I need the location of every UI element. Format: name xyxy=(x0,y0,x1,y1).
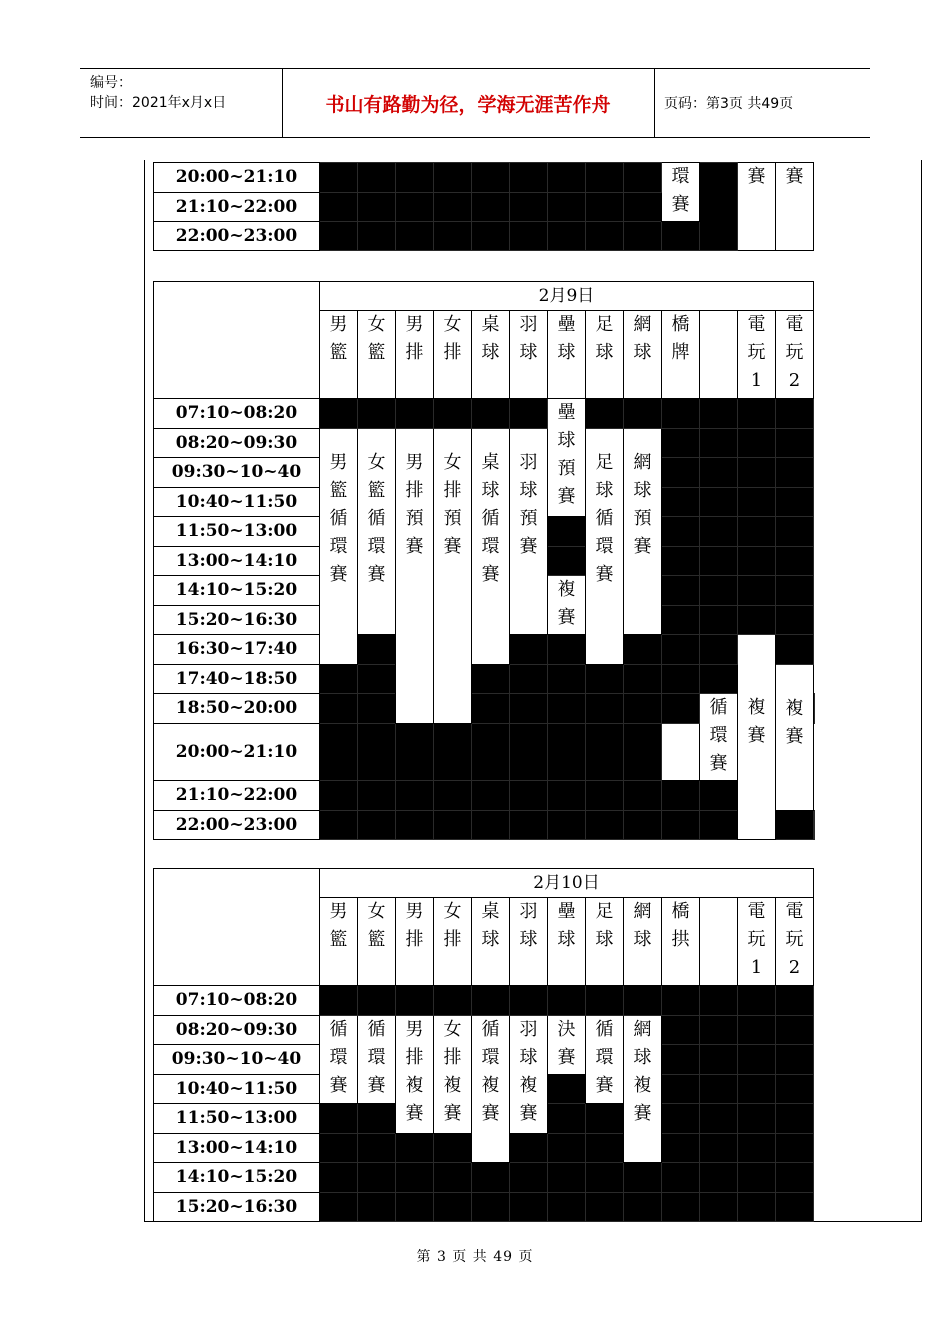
blocked-cell xyxy=(700,986,738,1016)
blocked-cell xyxy=(700,429,738,458)
event-cell: 羽 球 預 賽 xyxy=(510,429,548,635)
blocked-cell xyxy=(700,1193,738,1222)
blocked-cell xyxy=(434,1163,472,1193)
blocked-cell xyxy=(510,193,548,222)
blocked-cell xyxy=(662,1163,700,1193)
blocked-cell xyxy=(738,547,776,576)
sport-header: 橋 牌 xyxy=(662,311,700,399)
blocked-cell xyxy=(700,488,738,517)
blocked-cell xyxy=(586,163,624,193)
blocked-cell xyxy=(510,724,548,781)
blocked-cell xyxy=(738,1016,776,1045)
blocked-cell xyxy=(358,1134,396,1163)
blocked-cell xyxy=(548,811,586,840)
blocked-cell xyxy=(586,399,624,429)
date-header: 2月9日 xyxy=(320,282,814,311)
header-motto: 书山有路勤为径，学海无涯苦作舟 xyxy=(325,93,611,116)
blocked-cell xyxy=(738,1075,776,1104)
blocked-cell xyxy=(662,222,700,251)
blocked-cell xyxy=(510,1134,548,1163)
event-cell: 循 環 賽 xyxy=(358,1016,396,1104)
blocked-cell xyxy=(320,665,358,694)
blocked-cell xyxy=(548,1075,586,1104)
time-slot: 14:10~15:20 xyxy=(154,576,320,606)
blocked-cell xyxy=(700,1163,738,1193)
blocked-cell xyxy=(320,1104,358,1134)
blocked-cell xyxy=(738,458,776,488)
blocked-cell xyxy=(320,724,358,781)
sport-header: 網 球 xyxy=(624,898,662,986)
blocked-cell xyxy=(396,724,434,781)
blocked-cell xyxy=(662,1104,700,1134)
sport-header: 網 球 xyxy=(624,311,662,399)
event-cell: 複 賽 xyxy=(776,665,814,811)
blocked-cell xyxy=(776,1104,814,1134)
blocked-cell xyxy=(320,986,358,1016)
time-slot: 08:20~09:30 xyxy=(154,429,320,458)
blocked-cell xyxy=(776,488,814,517)
blocked-cell xyxy=(738,488,776,517)
blocked-cell xyxy=(434,781,472,811)
blocked-cell xyxy=(776,811,814,840)
blocked-cell xyxy=(738,576,776,606)
sport-header: 壘 球 xyxy=(548,311,586,399)
time-slot: 22:00~23:00 xyxy=(154,222,320,251)
blocked-cell xyxy=(320,694,358,724)
time-slot: 10:40~11:50 xyxy=(154,488,320,517)
blocked-cell xyxy=(700,1075,738,1104)
blocked-cell xyxy=(320,399,358,429)
blocked-cell xyxy=(700,547,738,576)
time-slot: 09:30~10~40 xyxy=(154,1045,320,1075)
blocked-cell xyxy=(662,576,700,606)
blocked-cell xyxy=(586,986,624,1016)
blocked-cell xyxy=(662,1075,700,1104)
blocked-cell xyxy=(472,193,510,222)
blocked-cell xyxy=(776,1045,814,1075)
blocked-cell xyxy=(548,1104,586,1134)
blocked-cell xyxy=(586,724,624,781)
blocked-cell xyxy=(624,163,662,193)
blocked-cell xyxy=(396,163,434,193)
blocked-cell xyxy=(662,429,700,458)
blocked-cell xyxy=(662,811,700,840)
blocked-cell xyxy=(624,635,662,665)
sport-header xyxy=(700,311,738,399)
blocked-cell xyxy=(662,986,700,1016)
blocked-cell xyxy=(510,986,548,1016)
blocked-cell xyxy=(548,781,586,811)
event-cell: 複 賽 xyxy=(548,576,586,635)
header-page-number: 页码：第3页 共49页 xyxy=(664,96,794,112)
corner-cell xyxy=(154,869,320,986)
blocked-cell xyxy=(548,1134,586,1163)
blocked-cell xyxy=(586,665,624,694)
blocked-cell xyxy=(548,1163,586,1193)
schedule-table-continued xyxy=(153,162,814,251)
blocked-cell xyxy=(510,1193,548,1222)
time-slot: 10:40~11:50 xyxy=(154,1075,320,1104)
blocked-cell xyxy=(624,694,662,724)
sport-header: 女 籃 xyxy=(358,311,396,399)
event-cell: 男 籃 循 環 賽 xyxy=(320,429,358,665)
blocked-cell xyxy=(814,694,815,724)
event-cell: 壘 球 預 賽 xyxy=(548,399,586,517)
blocked-cell xyxy=(472,811,510,840)
blocked-cell xyxy=(738,429,776,458)
blocked-cell xyxy=(776,1134,814,1163)
blocked-cell xyxy=(358,1163,396,1193)
blocked-cell xyxy=(662,1134,700,1163)
blocked-cell xyxy=(662,1016,700,1045)
blocked-cell xyxy=(586,781,624,811)
event-cell: 循 環 賽 xyxy=(700,694,738,781)
blocked-cell xyxy=(738,986,776,1016)
doc-number: 编号： xyxy=(90,75,132,91)
blocked-cell xyxy=(472,399,510,429)
blocked-cell xyxy=(320,222,358,251)
blocked-cell xyxy=(472,781,510,811)
blocked-cell xyxy=(586,1163,624,1193)
blocked-cell xyxy=(700,1104,738,1134)
time-slot: 18:50~20:00 xyxy=(154,694,320,724)
blocked-cell xyxy=(738,1193,776,1222)
event-cell: 女 排 預 賽 xyxy=(434,429,472,724)
blocked-cell xyxy=(548,986,586,1016)
blocked-cell xyxy=(434,724,472,781)
blocked-cell xyxy=(396,1193,434,1222)
blocked-cell xyxy=(662,399,700,429)
blocked-cell xyxy=(548,163,586,193)
time-slot: 17:40~18:50 xyxy=(154,665,320,694)
sport-header: 桌 球 xyxy=(472,898,510,986)
blocked-cell xyxy=(472,222,510,251)
blocked-cell xyxy=(776,517,814,547)
blocked-cell xyxy=(396,811,434,840)
time-slot: 08:20~09:30 xyxy=(154,1016,320,1045)
blocked-cell xyxy=(510,635,548,665)
event-cell: 網 球 複 賽 xyxy=(624,1016,662,1163)
event-cell: 桌 球 循 環 賽 xyxy=(472,429,510,665)
event-cell: 複 賽 xyxy=(738,635,776,840)
blocked-cell xyxy=(700,635,738,665)
blocked-cell xyxy=(624,665,662,694)
time-slot: 20:00~21:10 xyxy=(154,163,320,193)
blocked-cell xyxy=(586,193,624,222)
time-slot: 11:50~13:00 xyxy=(154,517,320,547)
blocked-cell xyxy=(472,665,510,694)
blocked-cell xyxy=(434,399,472,429)
blocked-cell xyxy=(738,1104,776,1134)
event-cell: 決 賽 xyxy=(548,1016,586,1075)
blocked-cell xyxy=(700,517,738,547)
blocked-cell xyxy=(624,193,662,222)
blocked-cell xyxy=(700,163,738,251)
blocked-cell xyxy=(548,724,586,781)
blocked-cell xyxy=(776,1193,814,1222)
blocked-cell xyxy=(662,665,700,694)
blocked-cell xyxy=(396,222,434,251)
blocked-cell xyxy=(700,458,738,488)
blocked-cell xyxy=(320,163,358,193)
blocked-cell xyxy=(358,635,396,665)
blocked-cell xyxy=(776,547,814,576)
event-cell: 足 球 循 環 賽 xyxy=(586,429,624,665)
blocked-cell xyxy=(624,222,662,251)
blocked-cell xyxy=(396,1163,434,1193)
event-cell: 羽 球 複 賽 xyxy=(510,1016,548,1134)
time-slot: 22:00~23:00 xyxy=(154,811,320,840)
blocked-cell xyxy=(358,222,396,251)
blocked-cell xyxy=(320,811,358,840)
time-slot: 15:20~16:30 xyxy=(154,606,320,635)
blocked-cell xyxy=(434,1134,472,1163)
blocked-cell xyxy=(738,1134,776,1163)
sport-header: 女 排 xyxy=(434,898,472,986)
blocked-cell xyxy=(358,781,396,811)
blocked-cell xyxy=(662,547,700,576)
blocked-cell xyxy=(814,811,815,840)
time-slot: 09:30~10~40 xyxy=(154,458,320,488)
blocked-cell xyxy=(700,606,738,635)
blocked-cell xyxy=(776,429,814,458)
blocked-cell xyxy=(396,193,434,222)
blocked-cell xyxy=(624,1163,662,1193)
sport-header: 羽 球 xyxy=(510,898,548,986)
sport-header: 女 排 xyxy=(434,311,472,399)
blocked-cell xyxy=(662,781,700,811)
blocked-cell xyxy=(586,811,624,840)
blocked-cell xyxy=(624,781,662,811)
blocked-cell xyxy=(776,1016,814,1045)
blocked-cell xyxy=(358,665,396,694)
page-header xyxy=(80,68,870,138)
blocked-cell xyxy=(358,694,396,724)
event-cell: 女 排 複 賽 xyxy=(434,1016,472,1134)
blocked-cell xyxy=(586,1193,624,1222)
event-cell: 男 排 預 賽 xyxy=(396,429,434,724)
blocked-cell xyxy=(548,665,586,694)
blocked-cell xyxy=(700,576,738,606)
blocked-cell xyxy=(358,986,396,1016)
blocked-cell xyxy=(662,694,700,724)
sport-header: 橋 拱 xyxy=(662,898,700,986)
blocked-cell xyxy=(738,1163,776,1193)
blocked-cell xyxy=(434,193,472,222)
header-meta xyxy=(90,73,280,113)
blocked-cell xyxy=(472,986,510,1016)
blocked-cell xyxy=(358,193,396,222)
doc-time: 时间：2021年x月x日 xyxy=(90,95,227,111)
sport-header: 電 玩 1 xyxy=(738,311,776,399)
blocked-cell xyxy=(700,1045,738,1075)
blocked-cell xyxy=(662,1193,700,1222)
schedule-table-feb10 xyxy=(153,868,814,1222)
event-cell: 環 賽 xyxy=(662,163,700,222)
time-slot: 21:10~22:00 xyxy=(154,781,320,811)
blocked-cell xyxy=(700,665,738,694)
blocked-cell xyxy=(624,1193,662,1222)
sport-header: 男 排 xyxy=(396,311,434,399)
blocked-cell xyxy=(434,986,472,1016)
blocked-cell xyxy=(586,222,624,251)
sport-header: 電 玩 1 xyxy=(738,898,776,986)
blocked-cell xyxy=(586,1104,624,1134)
blocked-cell xyxy=(320,1163,358,1193)
blocked-cell xyxy=(662,635,700,665)
sport-header xyxy=(700,898,738,986)
blocked-cell xyxy=(776,606,814,635)
time-slot: 13:00~14:10 xyxy=(154,1134,320,1163)
blocked-cell xyxy=(700,811,738,840)
blocked-cell xyxy=(358,811,396,840)
blocked-cell xyxy=(548,1193,586,1222)
time-slot: 16:30~17:40 xyxy=(154,635,320,665)
blocked-cell xyxy=(700,1134,738,1163)
sport-header: 壘 球 xyxy=(548,898,586,986)
event-cell: 循 環 複 賽 xyxy=(472,1016,510,1163)
blocked-cell xyxy=(358,399,396,429)
blocked-cell xyxy=(472,1193,510,1222)
time-slot: 11:50~13:00 xyxy=(154,1104,320,1134)
blocked-cell xyxy=(738,399,776,429)
blocked-cell xyxy=(358,163,396,193)
event-cell: 循 環 賽 xyxy=(320,1016,358,1104)
blocked-cell xyxy=(624,399,662,429)
sport-header: 羽 球 xyxy=(510,311,548,399)
page-footer: 第 3 页 共 49 页 xyxy=(416,1249,534,1265)
blocked-cell xyxy=(738,1045,776,1075)
time-slot: 14:10~15:20 xyxy=(154,1163,320,1193)
blocked-cell xyxy=(662,606,700,635)
blocked-cell xyxy=(700,781,738,811)
sport-header: 電 玩 2 xyxy=(776,311,814,399)
blocked-cell xyxy=(472,694,510,724)
time-slot: 20:00~21:10 xyxy=(154,724,320,781)
sport-header: 男 籃 xyxy=(320,898,358,986)
blocked-cell xyxy=(510,694,548,724)
blocked-cell xyxy=(434,163,472,193)
blocked-cell xyxy=(776,986,814,1016)
time-slot: 15:20~16:30 xyxy=(154,1193,320,1222)
event-cell: 男 排 複 賽 xyxy=(396,1016,434,1134)
blocked-cell xyxy=(662,488,700,517)
sport-header: 電 玩 2 xyxy=(776,898,814,986)
blocked-cell xyxy=(358,724,396,781)
time-slot: 07:10~08:20 xyxy=(154,399,320,429)
sport-header: 女 籃 xyxy=(358,898,396,986)
event-cell: 女 籃 循 環 賽 xyxy=(358,429,396,635)
blocked-cell xyxy=(510,163,548,193)
blocked-cell xyxy=(624,811,662,840)
blocked-cell xyxy=(700,1016,738,1045)
blocked-cell xyxy=(548,635,586,665)
blocked-cell xyxy=(776,1075,814,1104)
blocked-cell xyxy=(434,1193,472,1222)
blocked-cell xyxy=(510,811,548,840)
blocked-cell xyxy=(700,399,738,429)
blocked-cell xyxy=(510,1163,548,1193)
blocked-cell xyxy=(320,1134,358,1163)
blocked-cell xyxy=(434,222,472,251)
corner-cell xyxy=(154,282,320,399)
blocked-cell xyxy=(320,1193,358,1222)
blocked-cell xyxy=(548,547,586,576)
blocked-cell xyxy=(776,399,814,429)
blocked-cell xyxy=(320,781,358,811)
blocked-cell xyxy=(358,1193,396,1222)
blocked-cell xyxy=(396,399,434,429)
sport-header: 男 籃 xyxy=(320,311,358,399)
blocked-cell xyxy=(472,724,510,781)
blocked-cell xyxy=(586,694,624,724)
blocked-cell xyxy=(738,606,776,635)
time-slot: 21:10~22:00 xyxy=(154,193,320,222)
header-divider xyxy=(654,69,655,137)
blocked-cell xyxy=(510,781,548,811)
blocked-cell xyxy=(776,458,814,488)
blocked-cell xyxy=(662,1045,700,1075)
blocked-cell xyxy=(662,517,700,547)
blocked-cell xyxy=(738,517,776,547)
blocked-cell xyxy=(776,576,814,606)
blocked-cell xyxy=(548,517,586,547)
blocked-cell xyxy=(586,1134,624,1163)
sport-header: 足 球 xyxy=(586,311,624,399)
blocked-cell xyxy=(510,665,548,694)
time-slot: 07:10~08:20 xyxy=(154,986,320,1016)
sport-header: 男 排 xyxy=(396,898,434,986)
blocked-cell xyxy=(624,986,662,1016)
blocked-cell xyxy=(548,694,586,724)
blocked-cell xyxy=(776,1163,814,1193)
blocked-cell xyxy=(472,163,510,193)
blocked-cell xyxy=(396,781,434,811)
blocked-cell xyxy=(624,724,662,781)
blocked-cell xyxy=(510,222,548,251)
blocked-cell xyxy=(396,1134,434,1163)
blocked-cell xyxy=(662,458,700,488)
date-header: 2月10日 xyxy=(320,869,814,898)
blocked-cell xyxy=(320,193,358,222)
sport-header: 桌 球 xyxy=(472,311,510,399)
blocked-cell xyxy=(548,222,586,251)
blocked-cell xyxy=(776,635,814,665)
event-cell: 賽 xyxy=(738,163,776,251)
blocked-cell xyxy=(472,1163,510,1193)
event-cell: 賽 xyxy=(776,163,814,251)
blocked-cell xyxy=(434,811,472,840)
sport-header: 足 球 xyxy=(586,898,624,986)
schedule-table-feb9 xyxy=(153,281,815,840)
event-cell: 循 環 賽 xyxy=(586,1016,624,1104)
time-slot: 13:00~14:10 xyxy=(154,547,320,576)
blocked-cell xyxy=(358,1104,396,1134)
blocked-cell xyxy=(396,986,434,1016)
blocked-cell xyxy=(510,399,548,429)
event-cell: 網 球 預 賽 xyxy=(624,429,662,635)
blocked-cell xyxy=(548,193,586,222)
empty-cell xyxy=(662,724,700,781)
